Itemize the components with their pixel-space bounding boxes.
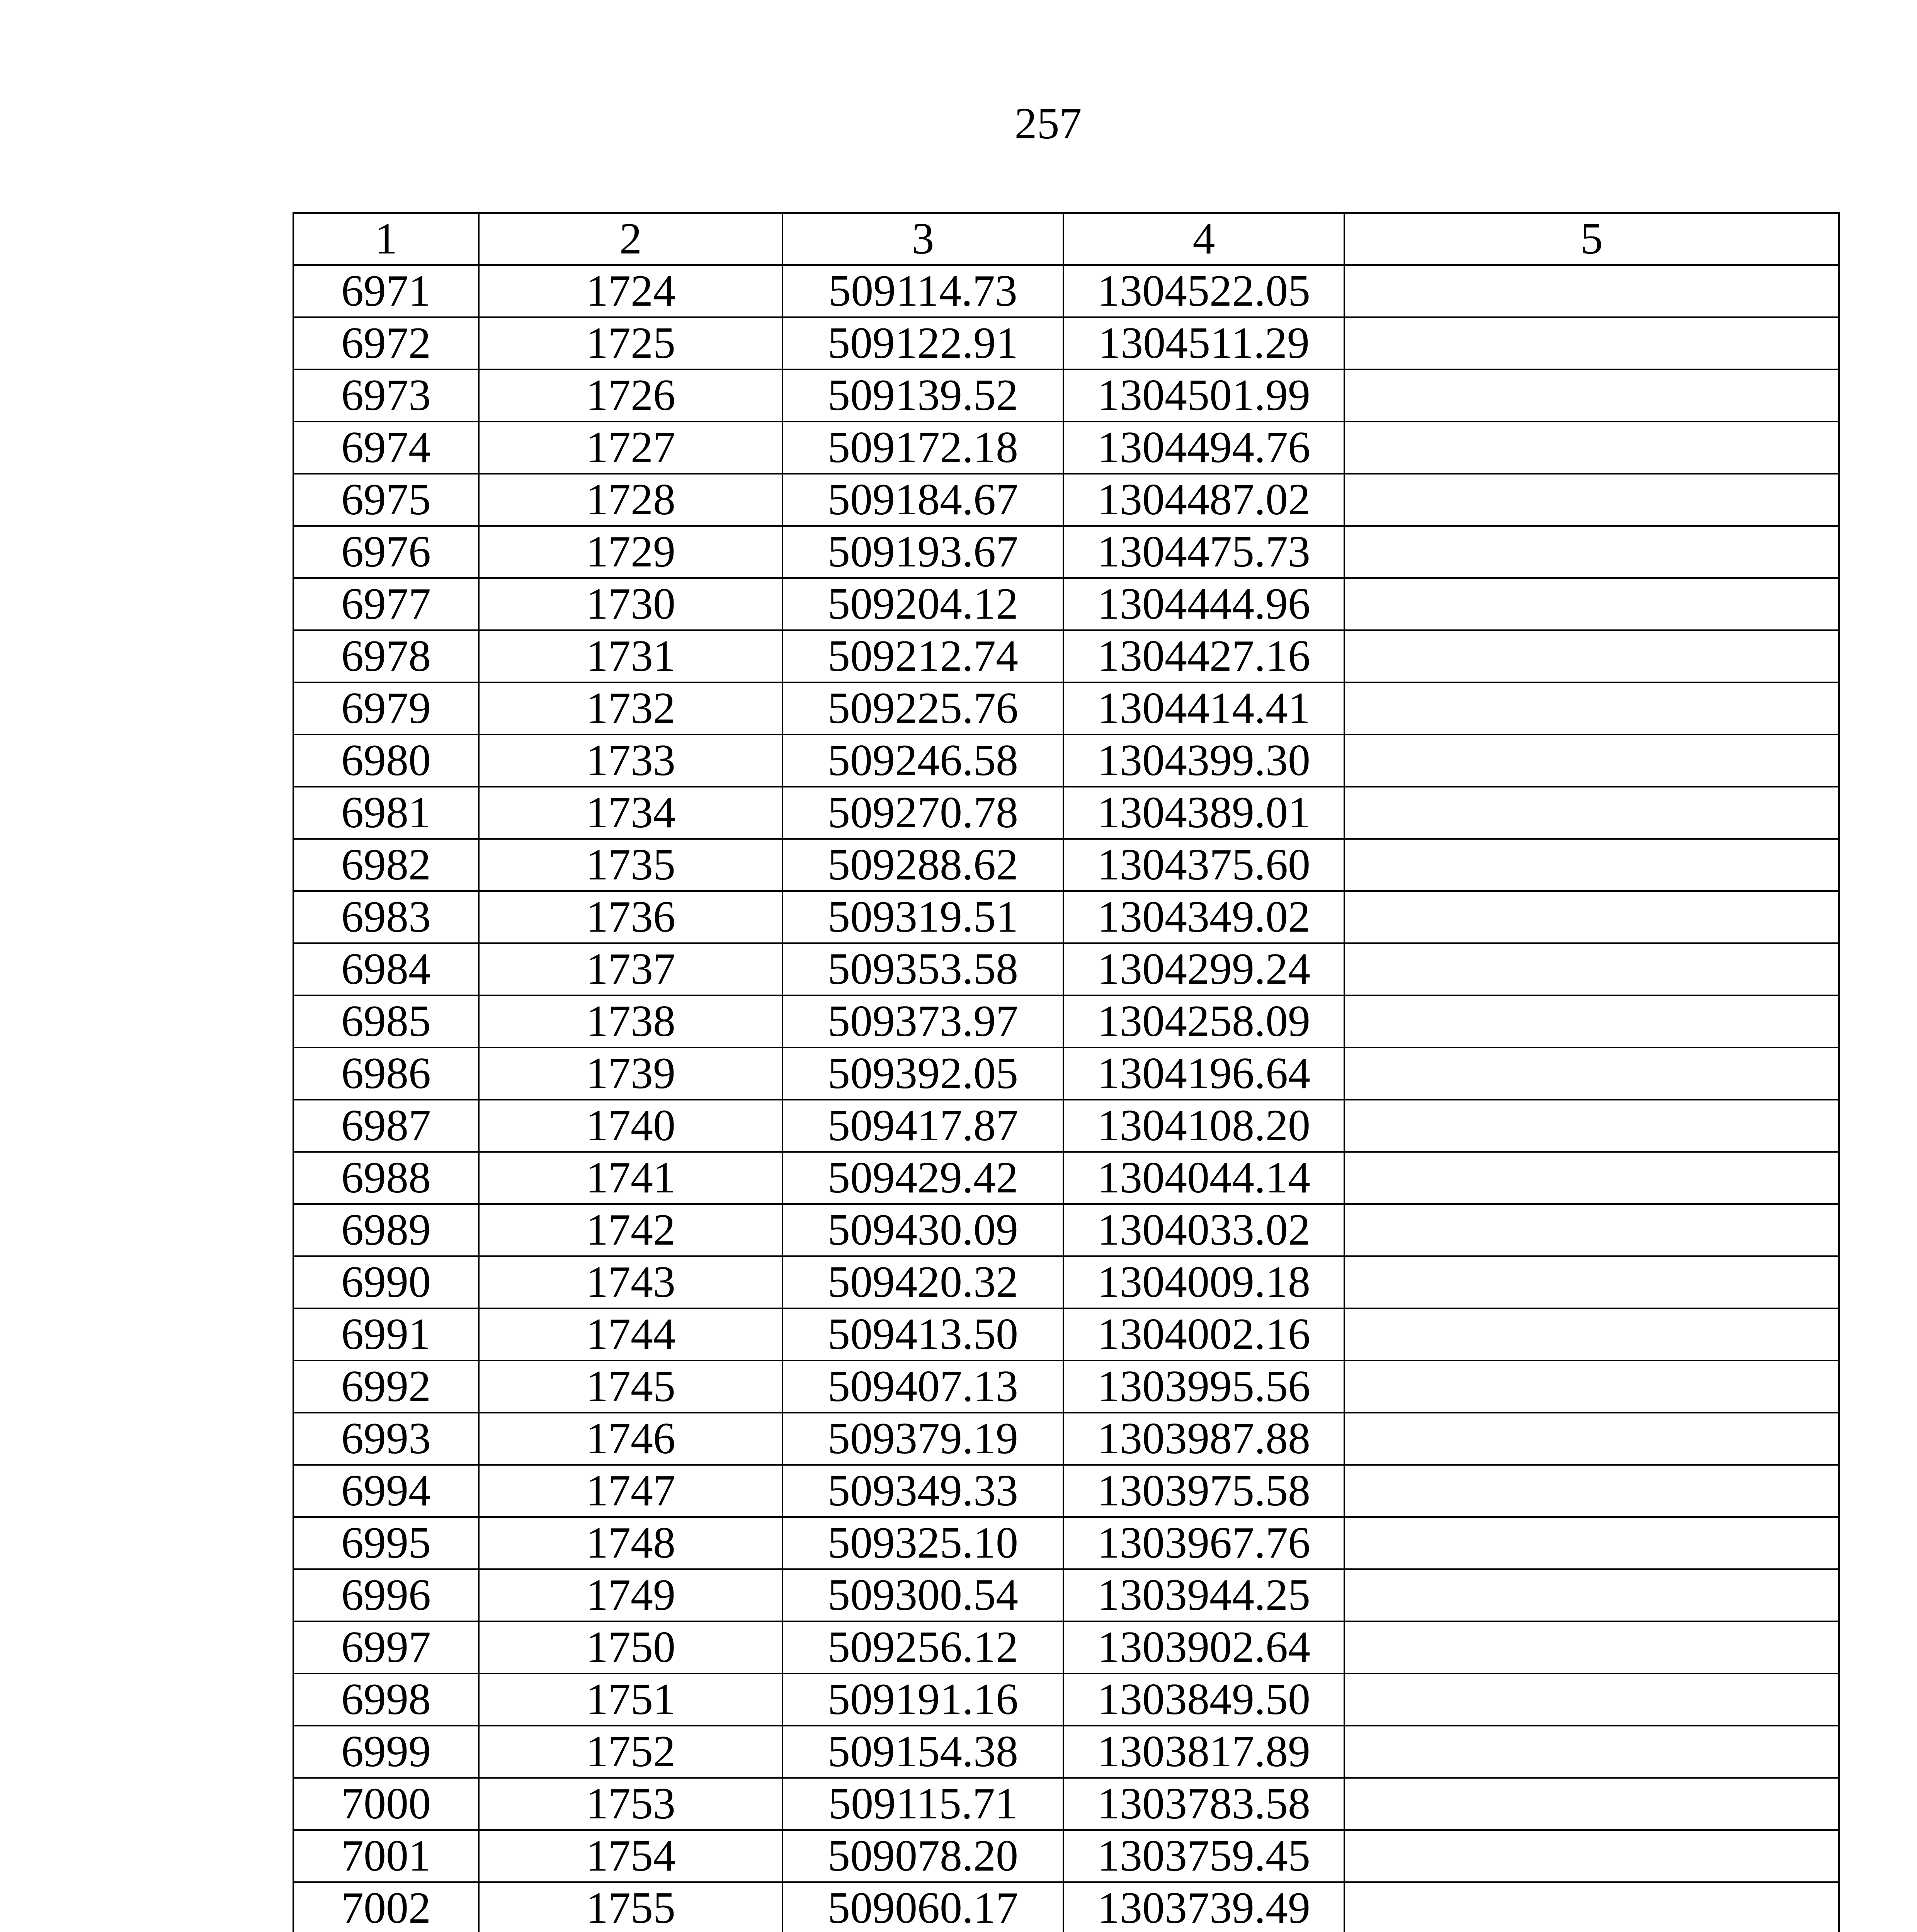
table-row [293, 422, 1839, 474]
table-cell: 509193.67 [782, 526, 1063, 578]
table-cell: 6996 [293, 1569, 479, 1621]
table-cell: 509225.76 [782, 682, 1063, 735]
table-cell: 1751 [479, 1673, 782, 1726]
table-cell: 1749 [479, 1569, 782, 1621]
table-cell [1344, 526, 1839, 578]
table-cell: 1304522.05 [1063, 265, 1344, 317]
table-row [293, 1778, 1839, 1830]
table-cell [1344, 1830, 1839, 1882]
table-cell: 6988 [293, 1152, 479, 1204]
table-cell: 509172.18 [782, 422, 1063, 474]
table-cell: 1304033.02 [1063, 1204, 1344, 1256]
table-cell: 6977 [293, 578, 479, 630]
table-cell: 6974 [293, 422, 479, 474]
table-cell: 509184.67 [782, 474, 1063, 526]
table-cell: 1726 [479, 369, 782, 422]
table-cell: 6992 [293, 1361, 479, 1413]
table-cell: 6991 [293, 1308, 479, 1361]
table-cell: 6987 [293, 1100, 479, 1152]
table-cell: 509407.13 [782, 1361, 1063, 1413]
table-cell: 6985 [293, 995, 479, 1048]
table-row [293, 1152, 1839, 1204]
table-cell: 1741 [479, 1152, 782, 1204]
table-row [293, 787, 1839, 839]
table-row [293, 1465, 1839, 1517]
table-cell: 6998 [293, 1673, 479, 1726]
table-cell: 509270.78 [782, 787, 1063, 839]
table-cell [1344, 1621, 1839, 1673]
table-cell: 6999 [293, 1726, 479, 1778]
table-cell: 1731 [479, 630, 782, 682]
table-cell: 6978 [293, 630, 479, 682]
table-cell: 6993 [293, 1413, 479, 1465]
table-cell: 1738 [479, 995, 782, 1048]
table-cell: 509114.73 [782, 265, 1063, 317]
table-cell: 6984 [293, 943, 479, 995]
table-cell: 1304444.96 [1063, 578, 1344, 630]
table-cell: 509078.20 [782, 1830, 1063, 1882]
table-cell: 1304196.64 [1063, 1048, 1344, 1100]
table-cell: 6979 [293, 682, 479, 735]
table-cell: 6981 [293, 787, 479, 839]
table-cell: 1304389.01 [1063, 787, 1344, 839]
table-cell [1344, 630, 1839, 682]
table-cell: 1304494.76 [1063, 422, 1344, 474]
table-cell: 1304511.29 [1063, 317, 1344, 369]
table-row [293, 1517, 1839, 1569]
table-cell: 1754 [479, 1830, 782, 1882]
table-row [293, 317, 1839, 369]
table-cell: 6997 [293, 1621, 479, 1673]
table-cell: 1304475.73 [1063, 526, 1344, 578]
table-cell: 509204.12 [782, 578, 1063, 630]
table-cell: 509191.16 [782, 1673, 1063, 1726]
table-cell: 1304375.60 [1063, 839, 1344, 891]
table-cell: 1303849.50 [1063, 1673, 1344, 1726]
table-row [293, 1673, 1839, 1726]
table-cell: 6990 [293, 1256, 479, 1308]
table-cell: 1747 [479, 1465, 782, 1517]
table-cell: 1740 [479, 1100, 782, 1152]
table-cell [1344, 1882, 1839, 1932]
table-cell: 509256.12 [782, 1621, 1063, 1673]
table-cell: 1755 [479, 1882, 782, 1932]
table-cell: 1304487.02 [1063, 474, 1344, 526]
table-cell: 1725 [479, 317, 782, 369]
table-cell [1344, 474, 1839, 526]
table-cell: 509373.97 [782, 995, 1063, 1048]
table-cell: 1304399.30 [1063, 735, 1344, 787]
table-cell: 1739 [479, 1048, 782, 1100]
column-header-3: 3 [782, 213, 1063, 265]
table-row [293, 1308, 1839, 1361]
table-cell: 509319.51 [782, 891, 1063, 943]
table-cell: 1304299.24 [1063, 943, 1344, 995]
table-cell: 1303944.25 [1063, 1569, 1344, 1621]
table-cell: 1733 [479, 735, 782, 787]
column-header-4: 4 [1063, 213, 1344, 265]
table-cell [1344, 943, 1839, 995]
table-cell: 1304349.02 [1063, 891, 1344, 943]
table-cell: 6982 [293, 839, 479, 891]
table-cell: 7002 [293, 1882, 479, 1932]
table-cell: 1732 [479, 682, 782, 735]
table-cell: 6983 [293, 891, 479, 943]
table-cell: 1303975.58 [1063, 1465, 1344, 1517]
table-cell: 1736 [479, 891, 782, 943]
table-cell: 1304002.16 [1063, 1308, 1344, 1361]
table-cell: 1752 [479, 1726, 782, 1778]
table-cell [1344, 1726, 1839, 1778]
table-cell: 1750 [479, 1621, 782, 1673]
table-cell [1344, 891, 1839, 943]
column-header-2: 2 [479, 213, 782, 265]
table-cell [1344, 578, 1839, 630]
table-row [293, 474, 1839, 526]
table-row [293, 578, 1839, 630]
table-row [293, 1048, 1839, 1100]
table-cell: 509115.71 [782, 1778, 1063, 1830]
table-cell: 509325.10 [782, 1517, 1063, 1569]
table-row [293, 1100, 1839, 1152]
table-row [293, 1413, 1839, 1465]
page-number: 257 [1014, 99, 1082, 148]
table-row [293, 526, 1839, 578]
table-cell [1344, 369, 1839, 422]
table-cell: 509420.32 [782, 1256, 1063, 1308]
table-cell: 1304009.18 [1063, 1256, 1344, 1308]
table-cell: 509139.52 [782, 369, 1063, 422]
table-row [293, 630, 1839, 682]
table-cell: 509430.09 [782, 1204, 1063, 1256]
table-cell [1344, 1517, 1839, 1569]
table-cell: 1743 [479, 1256, 782, 1308]
table-header [293, 213, 1839, 265]
table-cell: 509413.50 [782, 1308, 1063, 1361]
table-cell: 6995 [293, 1517, 479, 1569]
table-cell: 1304501.99 [1063, 369, 1344, 422]
coordinates-table [293, 212, 1840, 1932]
header-row [293, 213, 1839, 265]
table-cell: 1745 [479, 1361, 782, 1413]
table-cell [1344, 1569, 1839, 1621]
table-cell: 1730 [479, 578, 782, 630]
table-cell: 509349.33 [782, 1465, 1063, 1517]
table-cell [1344, 317, 1839, 369]
table-cell: 1304427.16 [1063, 630, 1344, 682]
table-cell [1344, 1673, 1839, 1726]
table-cell: 1303783.58 [1063, 1778, 1344, 1830]
table-cell [1344, 1361, 1839, 1413]
table-cell: 1744 [479, 1308, 782, 1361]
table-cell: 1303902.64 [1063, 1621, 1344, 1673]
table-cell: 6971 [293, 265, 479, 317]
table-row [293, 1830, 1839, 1882]
table-cell: 509122.91 [782, 317, 1063, 369]
table-cell [1344, 1308, 1839, 1361]
table-cell: 1734 [479, 787, 782, 839]
table-cell: 509392.05 [782, 1048, 1063, 1100]
table-row [293, 839, 1839, 891]
table-cell: 6976 [293, 526, 479, 578]
table-row [293, 891, 1839, 943]
table-cell: 1742 [479, 1204, 782, 1256]
table-row [293, 1569, 1839, 1621]
table-cell: 509300.54 [782, 1569, 1063, 1621]
table-cell: 1727 [479, 422, 782, 474]
table-cell [1344, 265, 1839, 317]
table-row [293, 1256, 1839, 1308]
table-cell: 509060.17 [782, 1882, 1063, 1932]
table-cell [1344, 839, 1839, 891]
table-cell [1344, 735, 1839, 787]
table-cell: 6989 [293, 1204, 479, 1256]
table-cell: 1737 [479, 943, 782, 995]
table-cell: 1303987.88 [1063, 1413, 1344, 1465]
table-row [293, 369, 1839, 422]
table-row [293, 265, 1839, 317]
table-cell: 6980 [293, 735, 479, 787]
table-row [293, 735, 1839, 787]
table-cell: 509154.38 [782, 1726, 1063, 1778]
table-cell [1344, 1048, 1839, 1100]
table-cell: 6972 [293, 317, 479, 369]
table-cell: 1728 [479, 474, 782, 526]
table-cell [1344, 1152, 1839, 1204]
table-row [293, 1621, 1839, 1673]
table-cell: 1753 [479, 1778, 782, 1830]
table-cell: 1303739.49 [1063, 1882, 1344, 1932]
table-cell: 6973 [293, 369, 479, 422]
table-cell: 1303817.89 [1063, 1726, 1344, 1778]
table-cell: 7001 [293, 1830, 479, 1882]
column-header-1: 1 [293, 213, 479, 265]
table-cell [1344, 1778, 1839, 1830]
table-row [293, 1882, 1839, 1932]
table-cell [1344, 787, 1839, 839]
column-header-5: 5 [1344, 213, 1839, 265]
table-cell [1344, 1204, 1839, 1256]
table-row [293, 1726, 1839, 1778]
table-cell: 6975 [293, 474, 479, 526]
table-cell: 509353.58 [782, 943, 1063, 995]
table-cell [1344, 1413, 1839, 1465]
table-cell [1344, 422, 1839, 474]
table-cell: 1748 [479, 1517, 782, 1569]
table-cell: 509379.19 [782, 1413, 1063, 1465]
table-cell: 7000 [293, 1778, 479, 1830]
table-cell: 1729 [479, 526, 782, 578]
table-cell [1344, 682, 1839, 735]
table-cell: 1304108.20 [1063, 1100, 1344, 1152]
table-row [293, 1361, 1839, 1413]
table-cell: 1304414.41 [1063, 682, 1344, 735]
table-cell [1344, 1256, 1839, 1308]
table-cell [1344, 995, 1839, 1048]
table-cell: 1304258.09 [1063, 995, 1344, 1048]
table-cell: 1303967.76 [1063, 1517, 1344, 1569]
table-cell: 1304044.14 [1063, 1152, 1344, 1204]
table-cell: 1735 [479, 839, 782, 891]
table-row [293, 682, 1839, 735]
table-cell: 6994 [293, 1465, 479, 1517]
table-cell: 1746 [479, 1413, 782, 1465]
table-row [293, 1204, 1839, 1256]
table-cell: 509246.58 [782, 735, 1063, 787]
table-cell: 509429.42 [782, 1152, 1063, 1204]
table-body [293, 265, 1839, 1932]
table-cell: 509417.87 [782, 1100, 1063, 1152]
table-cell: 1724 [479, 265, 782, 317]
table-row [293, 995, 1839, 1048]
table-cell: 509212.74 [782, 630, 1063, 682]
table-cell: 6986 [293, 1048, 479, 1100]
table-cell: 1303995.56 [1063, 1361, 1344, 1413]
table-cell: 1303759.45 [1063, 1830, 1344, 1882]
table-cell: 509288.62 [782, 839, 1063, 891]
table-cell [1344, 1465, 1839, 1517]
table-cell [1344, 1100, 1839, 1152]
table-row [293, 943, 1839, 995]
